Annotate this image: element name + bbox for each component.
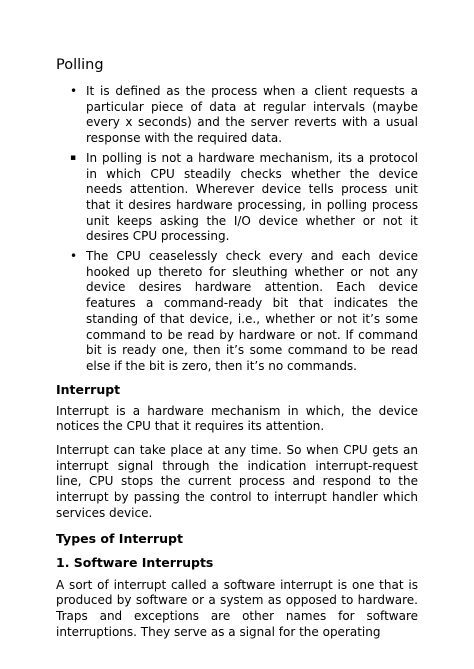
list-item (56, 151, 418, 245)
interrupt-paragraph-1: Interrupt is a hardware mechanism in which, the device notices the CPU that it requires its attention. (56, 403, 418, 434)
interrupt-heading: Interrupt (56, 381, 121, 397)
list-item-text: It is defined as the process when a client requests a particular piece of data at regular intervals (maybe every x seconds) and the server reverts with a usual response with the required data. (86, 84, 418, 146)
bullet-square-icon: ▪ (70, 152, 77, 163)
page-title: Polling (56, 57, 104, 73)
bullet-dot-icon: • (70, 84, 78, 98)
types-heading: Types of Interrupt (56, 530, 183, 546)
list-item-text: The CPU ceaselessly check every and each device hooked up thereto for sleuthing whether or not any device desires hardware attention. Each device features a command-ready bit that indicates the standing of that device, i.e., whether or not it’s some command to be read by hardware or not. If command bit is ready one, then it’s some command to be read else if the bit is zero, then it’s no commands. (86, 249, 418, 373)
interrupt-paragraph-2: Interrupt can take place at any time. So when CPU gets an interrupt signal through the indication interrupt-request line, CPU stops the current process and respond to the interrupt by passing the control to interrupt handler which services device. (56, 443, 418, 520)
list-item (56, 249, 418, 375)
document-page (56, 55, 418, 640)
list-item-text: In polling is not a hardware mechanism, its a protocol in which CPU steadily checks whether the device needs attention. Wherever device tells process unit that it desires hardware processing, in polling process unit keeps asking the I/O device whether or not it desires CPU processing. (86, 150, 418, 244)
software-interrupts-heading: 1. Software Interrupts (56, 554, 214, 570)
list-item (56, 84, 418, 147)
software-interrupts-paragraph: A sort of interrupt called a software interrupt is one that is produced by software or a system as opposed to hardware. Traps and exceptions are other names for software interruptions. They serve as a signal for the operating (56, 577, 418, 639)
bullet-dot-icon: • (70, 249, 78, 264)
polling-bullet-list (56, 84, 418, 375)
